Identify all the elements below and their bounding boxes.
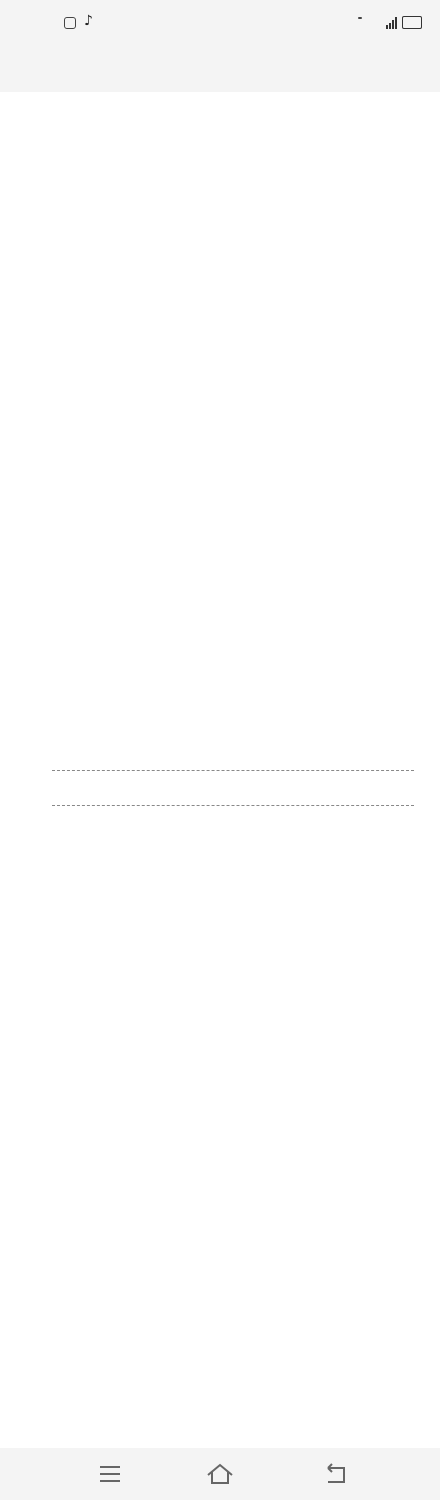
gallery-icon <box>64 17 76 29</box>
divider-top <box>52 770 414 771</box>
divider-bottom <box>52 805 414 806</box>
menu-icon[interactable] <box>100 1466 120 1482</box>
status-bar <box>0 0 440 44</box>
hd-badge <box>358 17 362 19</box>
more-options-button[interactable] <box>398 54 426 82</box>
home-icon[interactable] <box>206 1462 234 1486</box>
page-content <box>0 92 440 1448</box>
tiktok-icon: ♪ <box>84 13 93 29</box>
title-bar <box>0 44 440 92</box>
close-button[interactable] <box>10 54 38 82</box>
back-icon[interactable] <box>324 1462 348 1486</box>
signal-bars-icon <box>386 17 400 29</box>
battery-icon <box>402 16 422 29</box>
system-nav-bar <box>0 1448 440 1500</box>
